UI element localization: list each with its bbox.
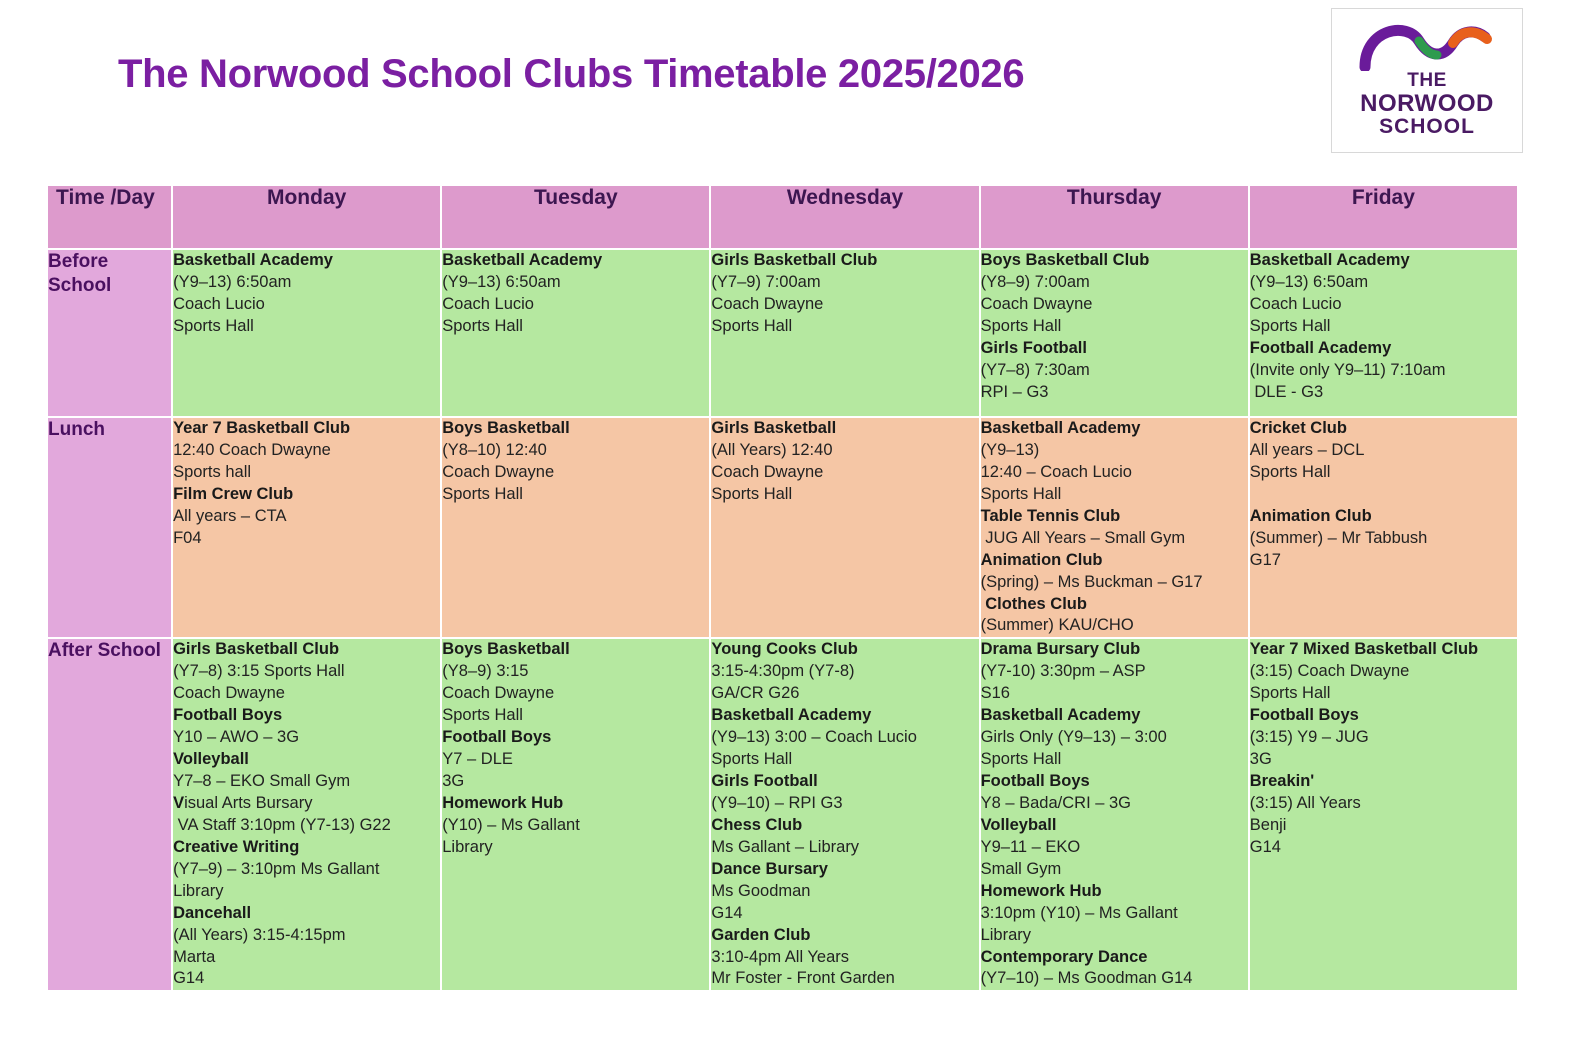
club-name: Cricket Club (1249, 419, 1347, 437)
club-detail: Coach Dwayne (711, 294, 824, 313)
club-detail: (Summer) – Mr Tabbush (1249, 528, 1428, 547)
club-detail: Coach Dwayne (711, 462, 824, 481)
table-row (47, 249, 1518, 417)
column-header-monday: Monday (172, 185, 441, 249)
club-name: Boys Basketball (442, 640, 570, 659)
row-label-after-school: After School (47, 638, 172, 991)
club-detail: (Y9–13) (980, 440, 1040, 459)
club-detail: 3:10-4pm All Years (711, 947, 850, 966)
club-name: Basketball Academy (980, 419, 1141, 437)
club-detail: G14 (1249, 837, 1281, 856)
club-detail: Sports Hall (1249, 462, 1331, 481)
club-detail: DLE - G3 (1249, 382, 1324, 401)
cell-monday-lunch (172, 417, 441, 638)
club-detail: JUG All Years – Small Gym (980, 528, 1186, 547)
club-detail: Sports Hall (442, 316, 523, 335)
club-detail: (Y7-10) 3:30pm – ASP (980, 662, 1146, 681)
club-detail: (Y8–10) 12:40 (442, 440, 547, 459)
club-name: Animation Club (980, 550, 1103, 569)
club-name: Basketball Academy (711, 706, 872, 725)
logo-line-3: SCHOOL (1379, 115, 1475, 139)
club-detail: GA/CR G26 (711, 684, 800, 703)
club-detail: VA Staff 3:10pm (Y7-13) G22 (173, 815, 391, 834)
cell-thursday-before-school (980, 249, 1249, 417)
club-detail: Sports Hall (442, 706, 523, 725)
club-detail: 12:40 – Coach Lucio (980, 462, 1132, 481)
row-label-lunch: Lunch (47, 417, 172, 638)
club-detail: (All Years) 3:15-4:15pm (173, 925, 346, 944)
cell-monday-after-school (172, 638, 441, 991)
logo-line-1: THE (1407, 70, 1447, 91)
club-name: Basketball Academy (1249, 251, 1410, 269)
club-detail: Y10 – AWO – 3G (173, 728, 300, 747)
logo-wordmark (1332, 71, 1522, 138)
club-detail: Y9–11 – EKO (980, 837, 1081, 856)
club-detail: All years – DCL (1249, 440, 1365, 459)
club-detail: (3:15) All Years (1249, 793, 1361, 812)
page-title: The Norwood School Clubs Timetable 2025/2026 (118, 52, 1025, 96)
club-detail: Coach Dwayne (442, 684, 555, 703)
column-header-tuesday: Tuesday (441, 185, 710, 249)
club-detail: G14 (711, 903, 743, 922)
club-name: Contemporary Dance (980, 947, 1148, 966)
club-detail: All years – CTA (173, 506, 287, 525)
club-name: Homework Hub (442, 793, 564, 812)
club-detail: Coach Dwayne (173, 684, 285, 703)
club-detail: G14 (173, 969, 205, 988)
club-name: Homework Hub (980, 881, 1102, 900)
club-detail: (Y9–13) 6:50am (173, 272, 292, 291)
column-header-thursday: Thursday (980, 185, 1249, 249)
club-detail: Sports Hall (173, 316, 254, 335)
club-detail: (3:15) Coach Dwayne (1249, 662, 1410, 681)
table-header-row (47, 185, 1518, 249)
club-detail: (Spring) – Ms Buckman – G17 (980, 572, 1203, 591)
club-detail: RPI – G3 (980, 382, 1049, 401)
club-name: Volleyball (173, 750, 249, 769)
club-name: Girls Football (980, 338, 1087, 357)
club-name: Breakin' (1249, 772, 1315, 790)
club-detail: Coach Dwayne (442, 462, 555, 481)
club-detail: Library (980, 925, 1032, 944)
club-name: Dancehall (173, 903, 252, 922)
club-detail: Coach Lucio (173, 294, 265, 313)
cell-friday-lunch (1249, 417, 1518, 638)
club-name: Basketball Academy (442, 251, 603, 269)
club-name: Clothes Club (980, 594, 1087, 613)
club-detail: (Y9–13) 6:50am (1249, 272, 1369, 291)
column-header-time-day: Time /Day (47, 185, 172, 249)
club-detail: Y8 – Bada/CRI – 3G (980, 793, 1132, 812)
table-body (47, 249, 1518, 991)
club-detail: Y7–8 – EKO Small Gym (173, 772, 351, 790)
club-detail: (Summer) KAU/CHO (980, 616, 1134, 635)
club-name: Basketball Academy (173, 251, 333, 269)
club-detail: Sports Hall (442, 484, 523, 503)
club-detail (1250, 484, 1517, 506)
club-detail: F04 (173, 528, 202, 547)
club-detail: (Y8–9) 3:15 (442, 662, 529, 681)
clubs-timetable (46, 184, 1519, 992)
cell-wednesday-lunch (710, 417, 979, 638)
club-name: Year 7 Mixed Basketball Club (1249, 640, 1479, 659)
club-name: Volleyball (980, 815, 1057, 834)
column-header-friday: Friday (1249, 185, 1518, 249)
club-name: Football Boys (442, 728, 552, 747)
club-name: Football Boys (173, 706, 283, 725)
cell-tuesday-after-school (441, 638, 710, 991)
club-name: Football Boys (1249, 706, 1359, 725)
club-detail: Coach Lucio (1249, 294, 1342, 313)
club-detail: Sports Hall (711, 750, 793, 769)
club-name: Garden Club (711, 925, 811, 944)
club-detail: (Y7–9) 7:00am (711, 272, 821, 291)
cell-thursday-after-school (980, 638, 1249, 991)
club-name: Football Boys (980, 772, 1090, 790)
club-detail: Girls Only (Y9–13) – 3:00 (980, 728, 1167, 747)
club-detail: Y7 – DLE (442, 750, 513, 769)
club-name: Girls Football (711, 772, 818, 790)
cell-tuesday-lunch (441, 417, 710, 638)
club-name: Year 7 Basketball Club (173, 419, 351, 437)
row-label-before-school: Before School (47, 249, 172, 417)
club-detail: Sports Hall (980, 484, 1062, 503)
club-name: Film Crew Club (173, 484, 294, 503)
cell-thursday-lunch (980, 417, 1249, 638)
club-name: Boys Basketball Club (980, 251, 1150, 269)
cell-wednesday-before-school (710, 249, 979, 417)
club-detail: (Y9–13) 6:50am (442, 272, 561, 291)
club-detail: Library (442, 837, 493, 856)
club-detail: 3G (442, 772, 465, 790)
club-name: Girls Basketball (711, 419, 837, 437)
club-detail: Library (173, 881, 224, 900)
logo-line-2: NORWOOD (1360, 89, 1494, 117)
club-name: Chess Club (711, 815, 803, 834)
club-detail: Sports Hall (1249, 684, 1331, 703)
club-detail: Sports Hall (980, 750, 1062, 769)
club-detail: 3:10pm (Y10) – Ms Gallant (980, 903, 1178, 922)
club-detail: (Y7–10) – Ms Goodman G14 (980, 969, 1193, 988)
club-detail: (Y7–8) 3:15 Sports Hall (173, 662, 345, 681)
club-detail: Benji (1249, 815, 1287, 834)
club-name: Drama Bursary Club (980, 640, 1141, 659)
club-detail: (Invite only Y9–11) 7:10am (1249, 360, 1446, 379)
club-detail: (All Years) 12:40 (711, 440, 833, 459)
club-detail: 3G (1249, 750, 1272, 769)
club-detail: (Y9–13) 3:00 – Coach Lucio (711, 728, 917, 747)
club-detail: Sports Hall (711, 316, 793, 335)
club-detail: (Y7–8) 7:30am (980, 360, 1090, 379)
club-detail: Sports Hall (980, 316, 1062, 335)
club-detail: (Y9–10) – RPI G3 (711, 793, 843, 812)
club-detail: G17 (1249, 550, 1281, 569)
logo-swoosh-icon (1357, 19, 1497, 71)
club-detail: Marta (173, 947, 216, 966)
club-name: Dance Bursary (711, 859, 828, 878)
club-detail: Coach Lucio (442, 294, 534, 313)
club-detail: S16 (980, 684, 1010, 703)
club-detail: Mr Foster - Front Garden (711, 969, 895, 988)
club-detail: (Y10) – Ms Gallant (442, 815, 580, 834)
cell-friday-after-school (1249, 638, 1518, 991)
table-row (47, 638, 1518, 991)
school-logo (1331, 8, 1523, 153)
club-name: Visual Arts Bursary (173, 793, 313, 812)
cell-monday-before-school (172, 249, 441, 417)
club-detail: (Y8–9) 7:00am (980, 272, 1090, 291)
cell-tuesday-before-school (441, 249, 710, 417)
column-header-wednesday: Wednesday (710, 185, 979, 249)
club-detail: 3:15-4:30pm (Y7-8) (711, 662, 855, 681)
cell-friday-before-school (1249, 249, 1518, 417)
club-name: Football Academy (1249, 338, 1392, 357)
club-detail: Ms Goodman (711, 881, 811, 900)
club-detail: 12:40 Coach Dwayne (173, 440, 331, 459)
club-name: Table Tennis Club (980, 506, 1121, 525)
club-detail: Small Gym (980, 859, 1062, 878)
club-detail: Sports hall (173, 462, 252, 481)
club-detail: (Y7–9) – 3:10pm Ms Gallant (173, 859, 380, 878)
club-detail: Coach Dwayne (980, 294, 1093, 313)
club-name: Girls Basketball Club (711, 251, 878, 269)
club-detail: Ms Gallant – Library (711, 837, 860, 856)
club-name: Boys Basketball (442, 419, 570, 437)
club-name: Creative Writing (173, 837, 300, 856)
club-name: Animation Club (1249, 506, 1372, 525)
club-name: Young Cooks Club (711, 640, 858, 659)
club-detail: (3:15) Y9 – JUG (1249, 728, 1369, 747)
table-row (47, 417, 1518, 638)
cell-wednesday-after-school (710, 638, 979, 991)
club-detail: Sports Hall (711, 484, 793, 503)
club-name: Girls Basketball Club (173, 640, 340, 659)
club-name: Basketball Academy (980, 706, 1141, 725)
club-detail: Sports Hall (1249, 316, 1331, 335)
